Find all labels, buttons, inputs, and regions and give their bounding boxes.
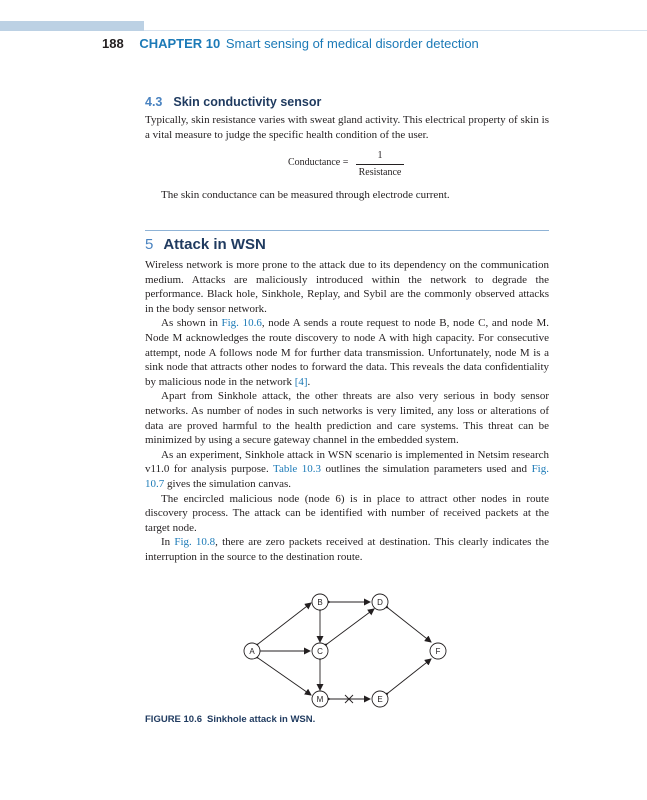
paragraph-5: The encircled malicious node (node 6) is in place to attract other nodes in route discovery process. The attack can be identified with number of received packets at the target node. — [145, 492, 549, 534]
page-number: 188 — [102, 36, 124, 51]
section-rule — [145, 230, 549, 231]
section-heading — [145, 236, 266, 253]
edge-a-b — [258, 603, 311, 644]
subsection-number: 4.3 — [145, 95, 163, 109]
caption-label: FIGURE 10.6 — [145, 714, 203, 725]
svg-text:M: M — [316, 695, 324, 704]
paragraph-3: Apart from Sinkhole attack, the other threats are also very serious in body sensor networks. As number of nodes in such networks is very limited, any loss or alterations of data are proved harmful to the health prediction and care systems. This threat can be minimized by using a secure gateway channel in the embedded system. — [145, 390, 549, 447]
node-d — [372, 594, 388, 610]
formula-numerator: 1 — [377, 150, 383, 161]
fig-10-7-link[interactable]: Fig. 10.7 — [145, 463, 549, 490]
subsection-after — [145, 188, 549, 203]
fraction-bar — [356, 164, 404, 165]
formula-denominator: Resistance — [358, 167, 402, 178]
edge-e-f — [388, 659, 431, 693]
svg-text:A: A — [249, 647, 255, 656]
fig-10-6-link[interactable]: Fig. 10.6 — [221, 317, 262, 330]
fig-10-8-link[interactable]: Fig. 10.8 — [174, 536, 216, 549]
svg-text:C: C — [317, 647, 323, 656]
chapter-label: CHAPTER 10 — [139, 36, 221, 51]
running-head — [102, 36, 479, 51]
paragraph-1: Wireless network is more prone to the attack due to its dependency on the communication medium. Attacks are maliciously introduced within the network to degrade the performance. Black hole, Sinkhole, Replay, and Sybil are the commonly observed attacks in the body sensor network. — [145, 259, 549, 315]
svg-text:F: F — [435, 647, 441, 656]
svg-text:E: E — [377, 695, 383, 704]
after-paragraph: The skin conductance can be measured through electrode current. — [161, 189, 450, 201]
paragraph-4: As an experiment, Sinkhole attack in WSN scenario is implemented in Netsim research v11.0 for analysis purpose. Table 10.3 outlines the simulation parameters used and Fig. 10.7 gives the simulation canvas. — [145, 448, 549, 490]
edge-a-m — [258, 658, 311, 695]
section-number: 5 — [145, 236, 154, 253]
subsection-intro — [145, 113, 549, 142]
svg-text:D: D — [377, 598, 383, 607]
formula-fraction — [356, 150, 404, 178]
intro-paragraph: Typically, skin resistance varies with sweat gland activity. This electrical property of skin is a vital measure to judge the specific health condition of the user. — [145, 114, 549, 141]
section-title: Attack in WSN — [163, 236, 266, 253]
header-rule — [144, 30, 647, 31]
paragraph-6: In Fig. 10.8, there are zero packets received at destination. This clearly indicates the interruption in the source to the destination route. — [145, 536, 549, 563]
subsection-title: Skin conductivity sensor — [173, 95, 322, 109]
citation-4-link[interactable]: [4] — [294, 375, 308, 388]
edge-c-d — [327, 609, 374, 644]
node-e — [372, 691, 388, 707]
header-accent-bar — [0, 21, 144, 31]
formula-lhs: Conductance = — [288, 157, 349, 168]
chapter-title: Smart sensing of medical disorder detection — [225, 36, 479, 51]
node-c — [312, 643, 328, 659]
caption-text: Sinkhole attack in WSN. — [207, 714, 316, 725]
section-body — [145, 258, 549, 564]
node-m — [312, 691, 328, 707]
node-b — [312, 594, 328, 610]
figure-caption — [145, 714, 315, 725]
node-a — [244, 643, 260, 659]
table-10-3-link[interactable]: Table 10.3 — [273, 463, 322, 476]
subsection-heading — [145, 95, 321, 109]
sinkhole-diagram — [0, 585, 647, 710]
node-f — [430, 643, 446, 659]
edge-d-f — [388, 608, 431, 642]
paragraph-2: As shown in Fig. 10.6, node A sends a route request to node B, node C, and node M. Node M acknowledges the route discovery to node A with high capacity. For consecutive attempt, node A follows node M for further data transmission. Unfortunately, node M is a sink node that attracts other nodes to forward the data. This reveals the data confidentiality by malicious node in the network [4]. — [145, 317, 549, 388]
svg-text:B: B — [317, 598, 323, 607]
